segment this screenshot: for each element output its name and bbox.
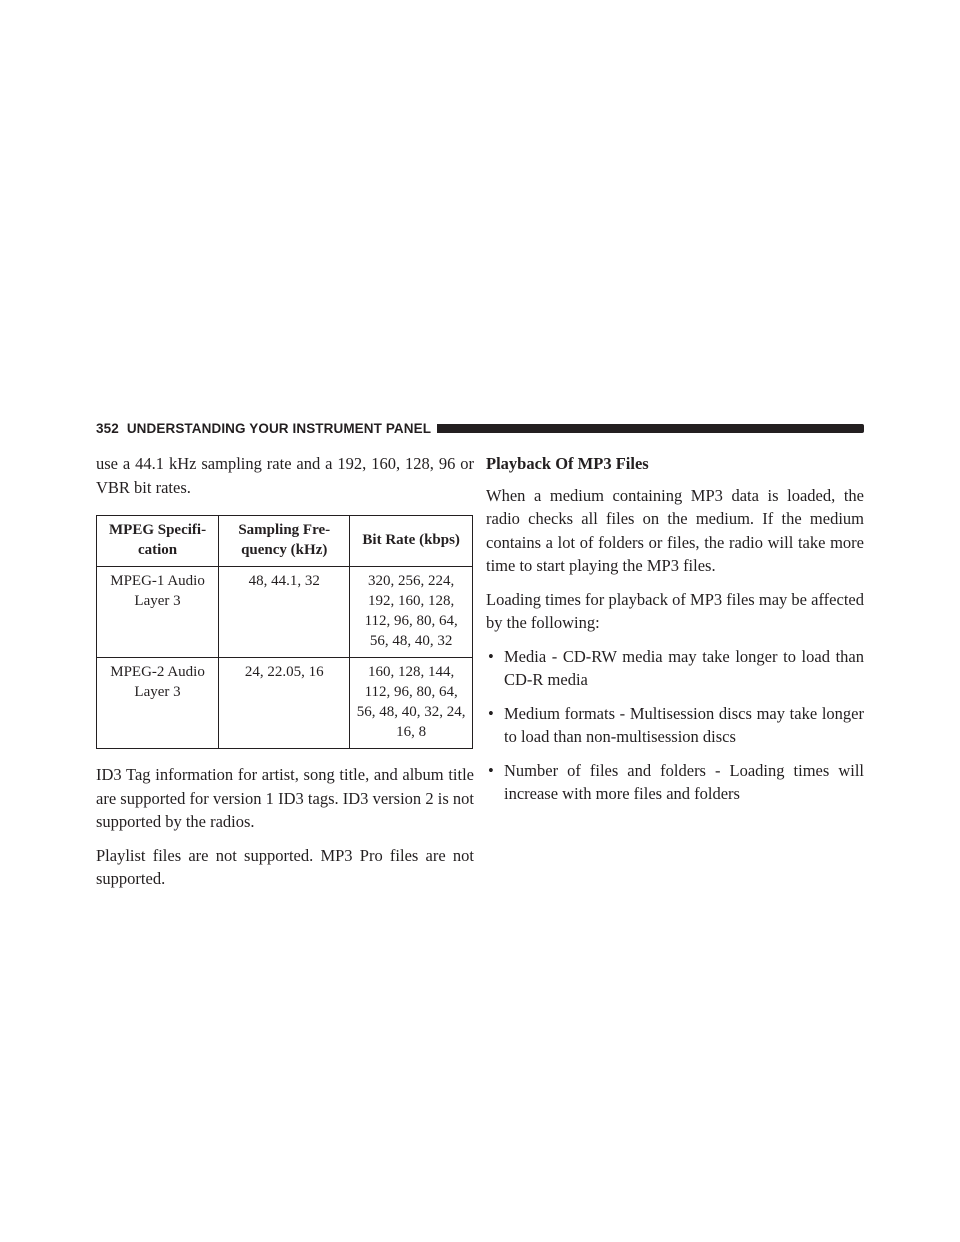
table-row	[97, 567, 473, 658]
list-item	[486, 759, 864, 806]
header-sampling-frequency: Sampling Fre- quency (kHz)	[219, 516, 350, 567]
page-header	[96, 417, 864, 439]
cell-spec: MPEG-1 Audio Layer 3	[97, 567, 219, 658]
left-column	[96, 452, 474, 901]
bullet-icon: •	[488, 646, 494, 666]
bullet-icon: •	[488, 703, 494, 723]
header-rule	[437, 424, 864, 433]
table-row	[97, 658, 473, 749]
list-item	[486, 645, 864, 692]
page-number: 352	[96, 420, 119, 436]
id3-paragraph: ID3 Tag information for artist, song title, and album title are supported for version 1 ID3 tags. ID3 version 2 is not supported by the radios.	[96, 765, 474, 831]
section-title: UNDERSTANDING YOUR INSTRUMENT PANEL	[126, 420, 432, 436]
right-column	[486, 452, 864, 816]
playlist-paragraph: Playlist files are not supported. MP3 Pro files are not supported.	[96, 845, 474, 888]
list-item	[486, 702, 864, 749]
mpeg-spec-table	[96, 515, 473, 749]
header-mpeg-spec: MPEG Specifi- cation	[97, 516, 219, 567]
cell-bitrate: 160, 128, 144, 112, 96, 80, 64, 56, 48, 40, 32, 24, 16, 8	[350, 658, 473, 749]
bullet-text: Number of files and folders - Loading times will increase with more files and folders	[504, 760, 864, 803]
intro-paragraph: use a 44.1 kHz sampling rate and a 192, 160, 128, 96 or VBR bit rates.	[96, 454, 474, 497]
section-heading: Playback Of MP3 Files	[486, 454, 649, 473]
cell-spec: MPEG-2 Audio Layer 3	[97, 658, 219, 749]
bullet-list	[486, 645, 864, 806]
header-bit-rate: Bit Rate (kbps)	[350, 516, 473, 567]
cell-bitrate: 320, 256, 224, 192, 160, 128, 112, 96, 80, 64, 56, 48, 40, 32	[350, 567, 473, 658]
bullet-icon: •	[488, 760, 494, 780]
loading-paragraph: When a medium containing MP3 data is loaded, the radio checks all files on the medium. If the medium contains a lot of folders or files, the radio will take more time to start playing the MP3 files.	[486, 485, 864, 575]
table-header-row	[97, 516, 473, 567]
cell-frequency: 48, 44.1, 32	[219, 567, 350, 658]
affected-paragraph: Loading times for playback of MP3 files may be affected by the following:	[486, 589, 864, 632]
bullet-text: Media - CD-RW media may take longer to load than CD-R media	[504, 646, 864, 689]
cell-frequency: 24, 22.05, 16	[219, 658, 350, 749]
bullet-text: Medium formats - Multisession discs may take longer to load than non-multisession discs	[504, 703, 864, 746]
